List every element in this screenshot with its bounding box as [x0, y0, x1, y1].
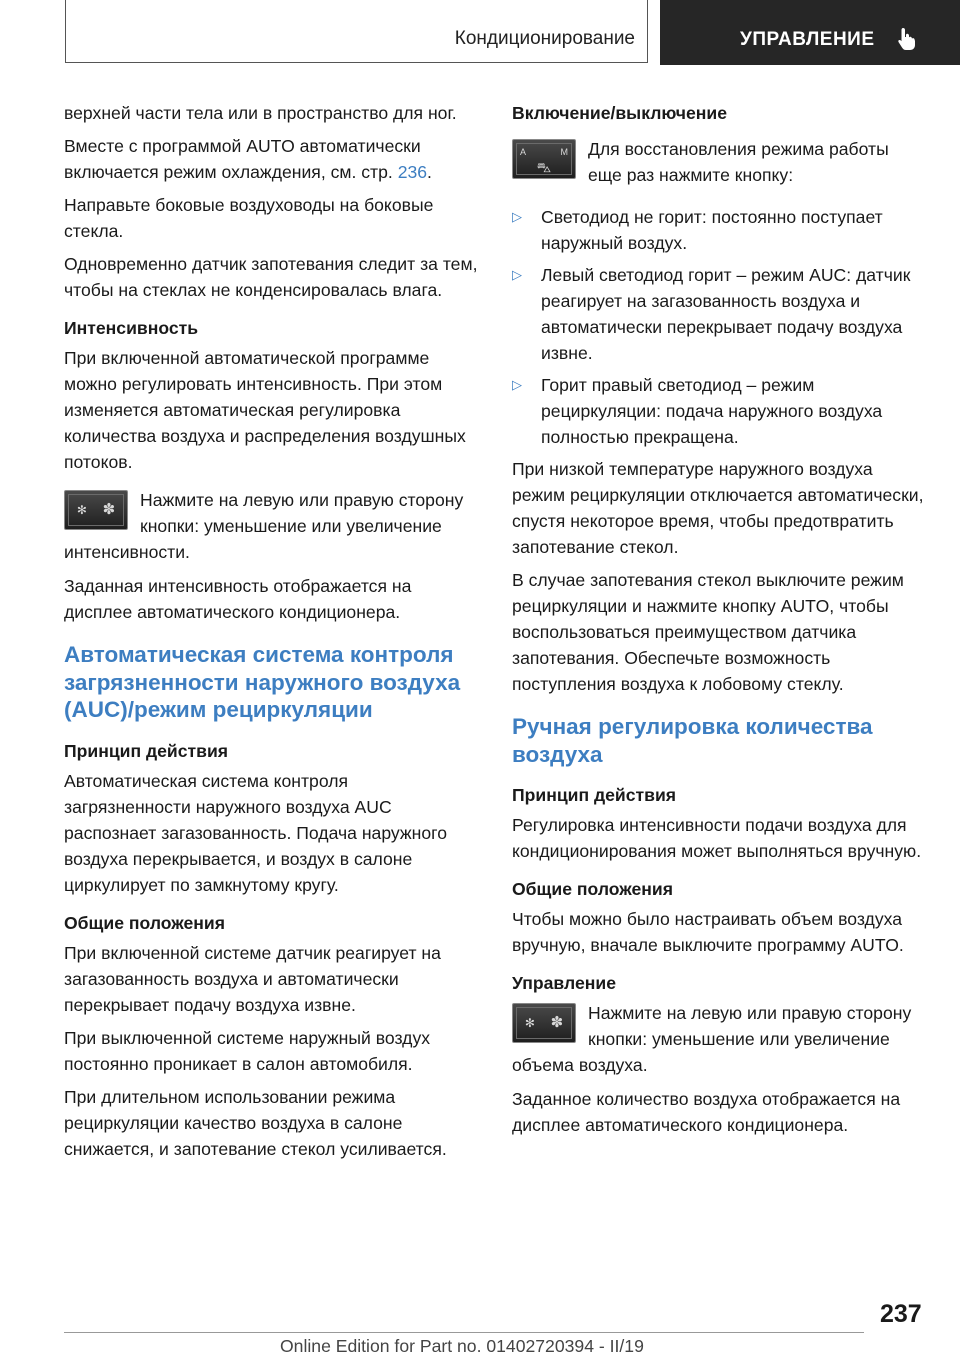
paragraph: Заданное количество воздуха отображается на дисплее автоматического кондиционера. [512, 1089, 901, 1135]
paragraph: Вместе с программой AUTO автоматически включается режим охлаждения, см. стр. 236. [64, 136, 432, 182]
section-title: Кондиционирование [454, 28, 635, 49]
paragraph: верхней части тела или в пространство для ног. [64, 103, 457, 123]
right-column [512, 100, 927, 1145]
subheading-intensity: Интенсивность [64, 318, 199, 338]
subheading-general: Общие положения [64, 912, 226, 933]
button-instruction [512, 136, 927, 196]
paragraph: В случае запотевания стекол выключите режим рециркуляции и нажмите кнопку AUTO, чтобы воспользоваться преимуществом датчика запотевания. Обеспечьте возможность поступления воздуха к лобовому стеклу. [512, 570, 904, 694]
hand-pointer-icon [894, 26, 920, 52]
led-left-icon: A [520, 146, 527, 157]
fan-small-icon: ✻ [76, 503, 87, 517]
paragraph: При выключенной системе наружный воздух постоянно проникает в салон автомобиля. [64, 1027, 431, 1074]
fan-large-icon: ✽ [102, 501, 116, 518]
paragraph: При включенной автоматической программе можно регулировать интенсивность. При этом изменяется автоматическая регулировка количества воздуха и распределения воздушных потоков. [64, 348, 466, 472]
button-instruction [512, 1000, 927, 1078]
paragraph: При длительном использовании режима рециркуляции качество воздуха в салоне снижается, и запотевание стекол усиливается. [64, 1086, 447, 1159]
led-state-list [512, 204, 927, 450]
paragraph: Заданная интенсивность отображается на дисплее автоматического кондиционера. [64, 576, 412, 622]
subheading-on-off: Включение/выключение [512, 103, 727, 123]
footer-divider [64, 1332, 864, 1333]
section-heading-manual: Ручная регулировка количества воздуха [512, 714, 873, 767]
triangle-bullet-icon: ▷ [512, 267, 522, 282]
chapter-title: УПРАВЛЕНИЕ [740, 29, 875, 50]
running-header-chapter [660, 0, 960, 65]
page-reference-link[interactable]: 236 [397, 162, 428, 182]
paragraph: При низкой температуре наружного воздуха режим рециркуляции отключается автоматически, спустя некоторое время, чтобы предотвратить запотевание стекол. [512, 459, 924, 557]
instruction-text: Нажмите на левую или правую сторону кнопки: уменьшение или увеличение объема воздуха. [512, 1003, 912, 1075]
list-item: ▷ Горит правый светодиод – режим рециркуляции: подача наружного воздуха полностью прекращена. [512, 372, 927, 450]
running-header-section [65, 0, 648, 63]
page-number: 237 [880, 1300, 922, 1328]
list-item: ▷ Левый светодиод горит – режим AUC: датчик реагирует на загазованность воздуха и автоматически перекрывает подачу воздуха извне. [512, 262, 927, 366]
section-heading-auc: Автоматическая система контроля загрязненности наружного воздуха (AUC)/режим рециркуляции [64, 642, 461, 722]
subheading-general: Общие положения [512, 879, 674, 899]
instruction-text: Для восстановления режима работы еще раз нажмите кнопку: [588, 139, 889, 185]
paragraph: Регулировка интенсивности подачи воздуха для кондиционирования может выполняться вручную. [512, 815, 922, 861]
instruction-text: Нажмите на левую или правую сторону кнопки: уменьшение или увеличение интенсивности. [64, 490, 464, 562]
triangle-bullet-icon: ▷ [512, 209, 522, 224]
subheading-control: Управление [512, 973, 616, 993]
paragraph: Направьте боковые воздуховоды на боковые стекла. [64, 195, 434, 241]
paragraph: Одновременно датчик запотевания следит за тем, чтобы на стеклах не конденсировалась влага. [64, 254, 478, 300]
button-instruction [64, 487, 479, 565]
fan-small-icon: ✻ [524, 1016, 535, 1030]
triangle-bullet-icon: ▷ [512, 377, 522, 392]
fan-large-icon: ✽ [550, 1014, 564, 1031]
fan-button-image [512, 1003, 576, 1043]
subheading-principle: Принцип действия [512, 785, 677, 805]
led-right-icon: M [560, 146, 568, 157]
left-column [64, 100, 479, 1169]
paragraph: При включенной системе датчик реагирует на загазованность воздуха и автоматически перекрывает подачу воздуха извне. [64, 942, 441, 1015]
fan-button-image [64, 490, 128, 530]
edition-footer: Online Edition for Part no. 01402720394 - II/19 [280, 1336, 644, 1356]
car-recirculation-icon: ⛍ [536, 158, 552, 175]
list-item: ▷ Светодиод не горит: постоянно поступает наружный воздух. [512, 204, 927, 256]
paragraph: Чтобы можно было настраивать объем воздуха вручную, вначале выключите программу AUTO. [512, 909, 904, 955]
subheading-principle: Принцип действия [64, 740, 229, 761]
recirculation-button-image [512, 139, 576, 179]
paragraph: Автоматическая система контроля загрязненности наружного воздуха AUC распознает загазованность. Подача наружного воздуха перекрывается, и воздух в салоне циркулирует по замкнутому кругу. [64, 770, 447, 895]
